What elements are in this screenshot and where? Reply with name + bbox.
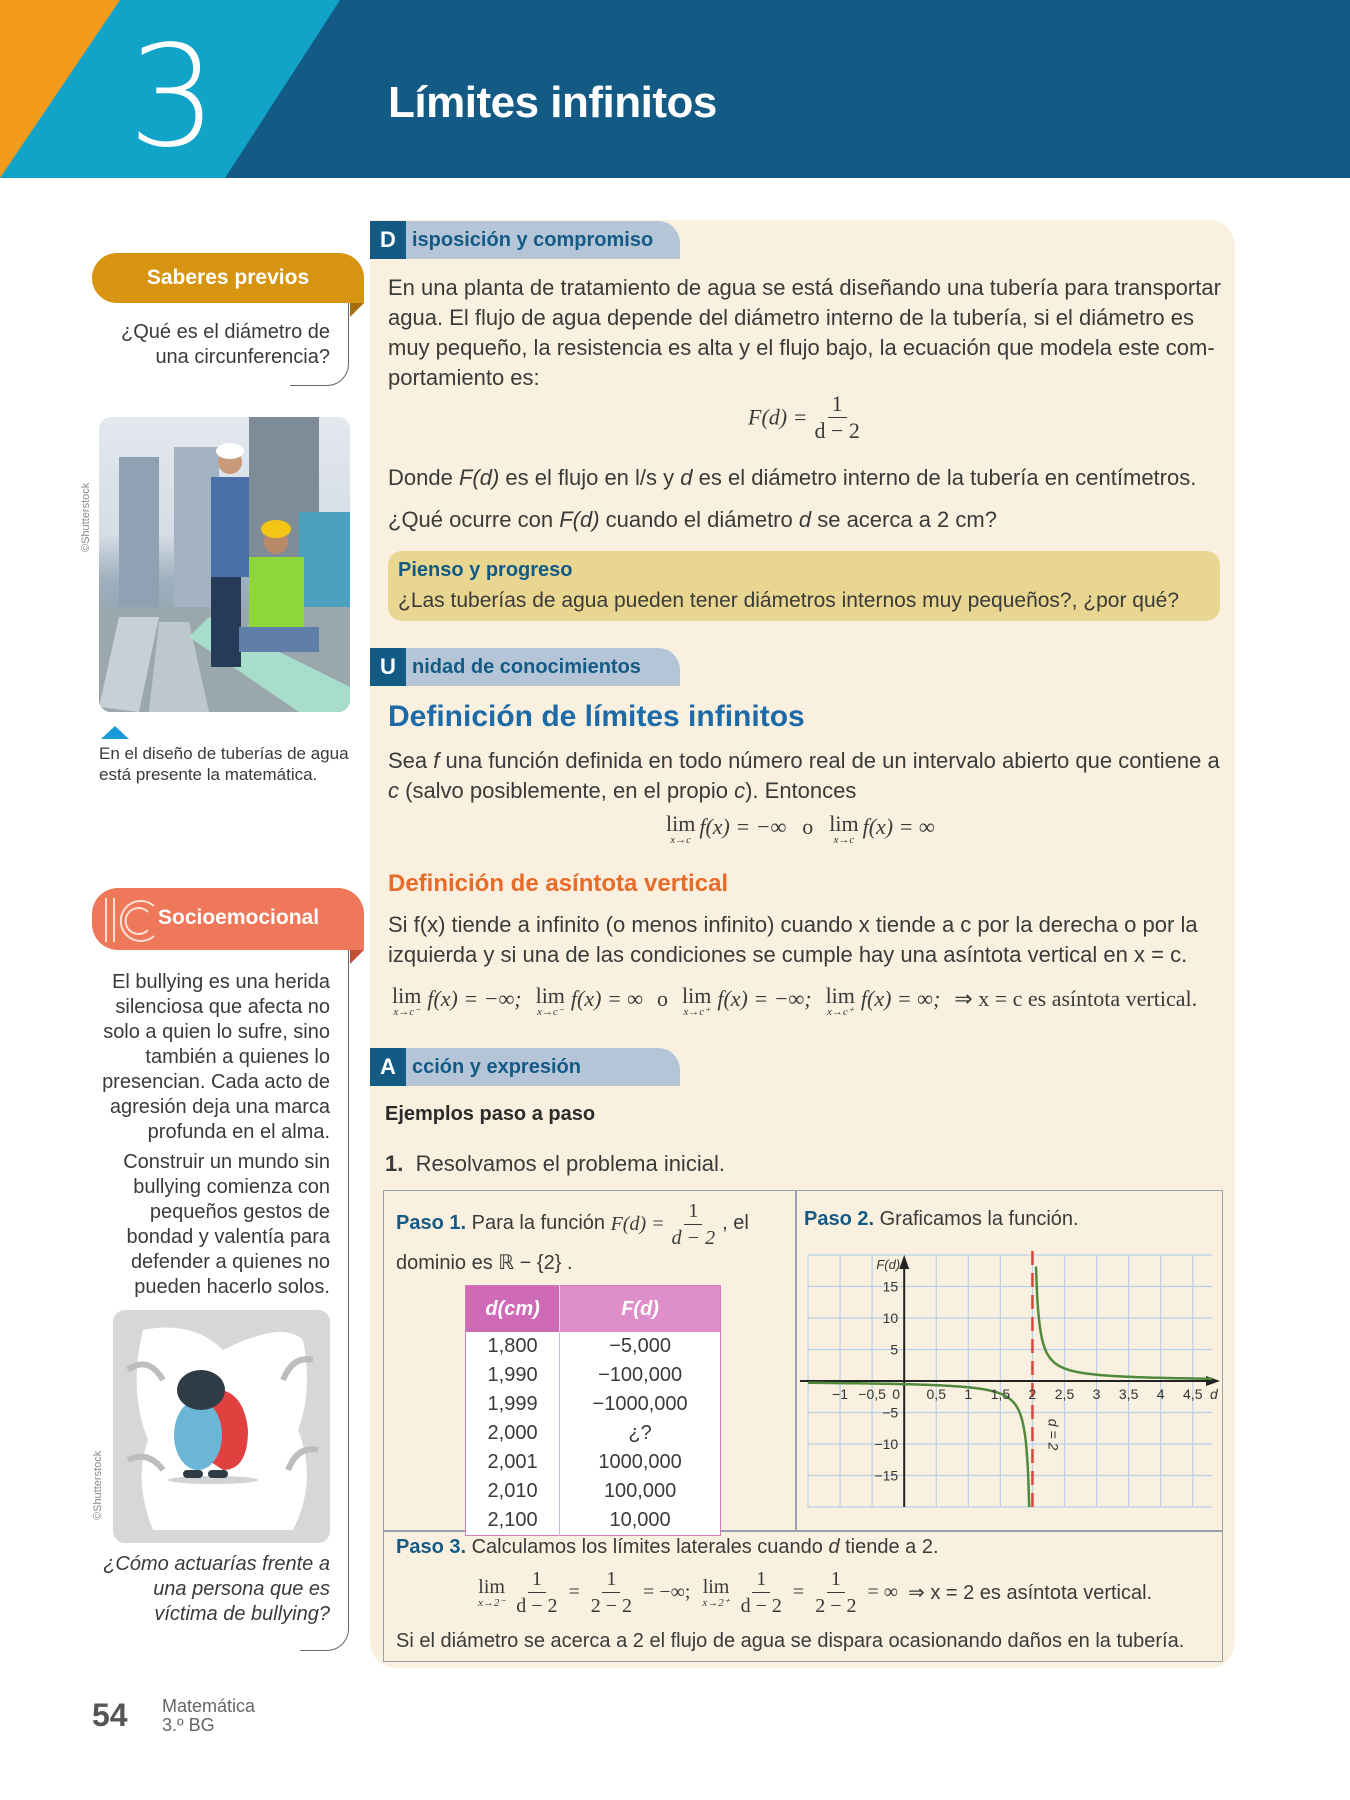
socioemocional-paragraph-1: El bullying es una herida silenciosa que afecta no solo a quien lo sufre, sino también a quienes lo presencian. Cada acto de agresión deja una marca profunda en el alma.: [102, 971, 330, 1143]
pienso-y-progreso-box: [388, 551, 1220, 621]
x-tick-label: 4,5: [1183, 1386, 1203, 1402]
limit-operator: [535, 983, 565, 1018]
var-d: d: [798, 507, 812, 532]
cell-fd: 1000,000: [560, 1448, 721, 1477]
heading-limites-infinitos: Definición de límites infinitos: [388, 700, 805, 733]
text: Graficamos la función.: [879, 1208, 1079, 1230]
x-tick-label: 0,5: [926, 1386, 946, 1402]
chapter-title: Límites infinitos: [388, 78, 717, 127]
y-tick-label: 15: [882, 1278, 899, 1295]
illustration-credit: ©Shutterstock: [92, 1450, 104, 1520]
numerator: 1: [827, 1566, 845, 1593]
x-tick-label: −1: [832, 1386, 849, 1402]
x-tick-label: 1: [964, 1386, 973, 1402]
divider: [795, 1190, 797, 1530]
donde-text: [388, 463, 1223, 493]
column-header: d(cm): [466, 1286, 560, 1333]
or-word: o: [802, 814, 814, 839]
item-text: Resolvamos el problema inicial.: [415, 1151, 725, 1176]
section-title: isposición y compromiso: [412, 228, 654, 251]
limit-definition-formula: [666, 811, 935, 846]
lim-subscript: x→c: [833, 834, 855, 846]
saberes-question: ¿Qué es el diámetro de una circunferencia?: [121, 321, 330, 368]
limit-expression: f(x) = −∞;: [717, 986, 812, 1011]
bullying-illustration: [113, 1310, 330, 1543]
section-title: cción y expresión: [412, 1055, 581, 1078]
or-word: o: [656, 986, 668, 1011]
footer-subject: [162, 1697, 255, 1735]
var-c: c: [388, 778, 399, 803]
var-c: c: [734, 778, 746, 803]
formula-lhs: F(d) =: [748, 404, 808, 430]
grade: 3.º BG: [162, 1715, 215, 1735]
section-tab-accion: [370, 1048, 680, 1086]
limit-operator: [829, 811, 859, 846]
x-tick-label: 3,5: [1118, 1386, 1139, 1402]
cell-fd: −1000,000: [560, 1390, 721, 1419]
lim-subscript: x→2⁻: [478, 1596, 506, 1609]
socioemocional-tab: [92, 888, 364, 950]
values-table: [465, 1285, 721, 1536]
section-tab-disposicion: [370, 221, 680, 259]
subject: Matemática: [162, 1696, 256, 1716]
paso-label: Paso 2.: [804, 1208, 875, 1230]
lim-subscript: x→c⁻: [393, 1006, 420, 1018]
limit-expression: f(x) = ∞;: [860, 986, 941, 1011]
caption-pointer-icon: [101, 726, 129, 739]
fold-corner: [350, 303, 364, 317]
cell-d: 2,100: [487, 1509, 538, 1531]
x-tick-label: 2,5: [1054, 1386, 1075, 1402]
lim-word: lim: [681, 983, 712, 1008]
lim-word: lim: [702, 1575, 730, 1598]
paso1-dominio: dominio es ℝ − {2} .: [396, 1252, 573, 1274]
limit-expression: f(x) = −∞: [699, 814, 787, 839]
cell-fd: 100,000: [560, 1477, 721, 1506]
table-row: [466, 1390, 721, 1419]
lim-word: lim: [478, 1575, 505, 1598]
x-tick-label: 1,5: [990, 1386, 1011, 1402]
x-tick-label: 2: [1028, 1386, 1037, 1402]
lim-word: lim: [392, 983, 422, 1008]
cell-d: 1,990: [487, 1364, 538, 1386]
x-axis-label: d: [1210, 1386, 1218, 1402]
socioemocional-title: Socioemocional: [158, 906, 320, 929]
lim-subscript: x→c: [670, 834, 692, 846]
cell-d: 2,010: [487, 1480, 538, 1502]
asymptote-label: d = 2: [1045, 1418, 1062, 1451]
limit-operator: [702, 1577, 729, 1609]
text: una función definida en todo número real de un intervalo abierto que contiene a: [439, 748, 1220, 773]
text: Calculamos los límites laterales cuando: [471, 1536, 829, 1558]
text: se acerca a 2 cm?: [811, 507, 997, 532]
cell-fd: −5,000: [560, 1332, 721, 1361]
var-fd: F(d): [458, 465, 500, 490]
cell-fd: −100,000: [560, 1361, 721, 1390]
limit-operator: [666, 811, 696, 846]
function-curve: [1036, 1267, 1212, 1379]
pienso-title: Pienso y progreso: [398, 559, 573, 581]
conclusion: ⇒ x = 2 es asíntota vertical.: [908, 1582, 1153, 1604]
formula-fd: [748, 391, 867, 444]
paso3-text: [396, 1536, 939, 1559]
numerator: 1: [752, 1566, 770, 1593]
equals: =: [568, 1581, 580, 1603]
x-tick-label: 3: [1092, 1386, 1101, 1402]
photo-caption: En el diseño de tuberías de agua está presente la matemática.: [99, 744, 349, 784]
definition-paragraph: [388, 746, 1223, 806]
denominator: 2 − 2: [590, 1595, 633, 1617]
function-graph: [800, 1245, 1220, 1515]
formula-lhs: F(d) =: [610, 1213, 665, 1235]
saberes-previos-tab: Saberes previos: [92, 253, 364, 303]
pienso-text: ¿Las tuberías de agua pueden tener diámetros internos muy pequeños?, ¿por qué?: [398, 589, 1180, 612]
cell-d: 2,000: [487, 1422, 538, 1444]
limit-operator: [825, 983, 855, 1018]
lim-subscript: x→c⁻: [536, 1006, 564, 1018]
paso1-text: [396, 1198, 749, 1251]
item-number: 1.: [385, 1151, 404, 1176]
numerator: 1: [684, 1198, 702, 1225]
section-letter: D: [370, 221, 406, 259]
cell-fd: ¿?: [560, 1419, 721, 1448]
paso-label: Paso 1.: [396, 1212, 467, 1235]
conclusion: ⇒ x = c es asíntota vertical.: [954, 986, 1198, 1011]
section-letter: U: [370, 648, 406, 686]
var-f: f: [433, 748, 440, 773]
paso-label: Paso 3.: [396, 1536, 467, 1558]
limit-expression: f(x) = ∞: [570, 986, 643, 1011]
x-tick-label: 0: [892, 1386, 901, 1402]
socioemocional-question: ¿Cómo actuarías frente a una persona que es víctima de bullying?: [103, 1553, 330, 1625]
text: tiende a 2.: [839, 1536, 939, 1558]
formula-numerator: 1: [828, 391, 847, 418]
bullying-illustration-art: [113, 1310, 330, 1543]
var-d: d: [680, 465, 693, 490]
formula-denominator: d − 2: [814, 418, 860, 443]
lim-subscript: x→c⁺: [683, 1006, 710, 1018]
section-title: nidad de conocimientos: [412, 655, 641, 678]
equals: =: [792, 1581, 805, 1603]
var-fd: F(d): [559, 507, 600, 532]
question-text: [388, 505, 1223, 535]
var-d: d: [828, 1536, 840, 1558]
table-row: [466, 1361, 721, 1390]
socioemocional-paragraph-2: Construir un mundo sin bullying comienza con pequeños gestos de bondad y valentía para defender a quienes no pueden hacerlo solos.: [123, 1151, 330, 1298]
denominator: d − 2: [516, 1595, 558, 1617]
lim-subscript: x→c⁺: [826, 1006, 854, 1018]
text: Donde: [388, 465, 459, 490]
text: (salvo posiblemente, en el propio: [399, 778, 735, 803]
table-row: [466, 1506, 721, 1536]
lim-word: lim: [666, 811, 696, 836]
paso2-text: [804, 1208, 1079, 1231]
cell-d: 2,001: [487, 1451, 538, 1473]
y-tick-label: −15: [874, 1467, 899, 1484]
numerator: 1: [528, 1566, 546, 1593]
text: ). Entonces: [745, 778, 857, 803]
text: es el flujo en l/s y: [499, 465, 681, 490]
column-header: F(d): [560, 1286, 721, 1333]
text: Para la función: [471, 1212, 606, 1235]
text: Sea: [388, 748, 434, 773]
text: , el: [722, 1212, 749, 1235]
x-tick-label: 4: [1156, 1386, 1165, 1402]
limit-operator: [392, 983, 422, 1018]
lim-word: lim: [535, 983, 565, 1008]
chapter-number: 3: [128, 16, 218, 178]
y-tick-label: 5: [890, 1341, 899, 1358]
result: = −∞;: [643, 1581, 691, 1603]
table-row: [466, 1477, 721, 1506]
section-tab-unidad: [370, 648, 680, 686]
final-conclusion: Si el diámetro se acerca a 2 el flujo de agua se dispara ocasionando daños en la tubería.: [396, 1630, 1185, 1652]
denominator: d − 2: [740, 1595, 782, 1617]
table-row: [466, 1332, 721, 1361]
step-item: [385, 1149, 1220, 1179]
heading-asintota-vertical: Definición de asíntota vertical: [388, 870, 729, 897]
table-row: [466, 1419, 721, 1448]
text: cuando el diámetro: [599, 507, 799, 532]
paso3-formula: [478, 1566, 1152, 1619]
table-row: [466, 1448, 721, 1477]
limit-expression: f(x) = ∞: [862, 814, 935, 839]
photo-credit: ©Shutterstock: [80, 482, 92, 552]
section-letter: A: [370, 1048, 406, 1086]
fold-corner: [350, 950, 364, 964]
cell-fd: 10,000: [560, 1506, 721, 1536]
page-number: 54: [92, 1697, 128, 1733]
problem-paragraph: En una planta de tratamiento de agua se está diseñando una tubería para transportar agua. El flujo de agua depende del diámetro interno de la tubería, si el diámetro es muy pequeño, la resistencia es alta y el flujo bajo, la ecuación que modela este com-portamiento es:: [388, 275, 1221, 390]
engineers-photo: [99, 417, 350, 712]
numerator: 1: [602, 1566, 620, 1593]
asintota-paragraph: Si f(x) tiende a infinito (o menos infinito) cuando x tiende a c por la derecha o por la izquierda y si una de las condiciones se cumple hay una asíntota vertical en x = c.: [388, 912, 1198, 967]
cell-d: 1,800: [487, 1335, 538, 1357]
lim-word: lim: [829, 811, 859, 836]
ic-logo-icon: [92, 888, 162, 950]
y-tick-label: 10: [882, 1310, 899, 1326]
photo-illustration: [99, 417, 350, 712]
lim-subscript: x→2⁺: [702, 1596, 730, 1609]
y-tick-label: −10: [874, 1436, 899, 1452]
result: = ∞: [867, 1581, 899, 1603]
asymptote-conditions-formula: [392, 983, 1198, 1018]
ejemplos-heading: Ejemplos paso a paso: [385, 1103, 596, 1125]
y-axis-arrow-icon: [899, 1255, 909, 1269]
y-axis-label: F(d): [876, 1257, 901, 1272]
text: ¿Qué ocurre con: [388, 507, 560, 532]
limit-operator: [478, 1577, 505, 1609]
text: es el diámetro interno de la tubería en centímetros.: [692, 465, 1197, 490]
chapter-banner: [0, 0, 1350, 178]
lim-word: lim: [825, 983, 855, 1008]
cell-d: 1,999: [487, 1393, 538, 1415]
x-tick-label: −0,5: [858, 1386, 886, 1402]
limit-operator: [681, 983, 712, 1018]
denominator: 2 − 2: [815, 1595, 857, 1617]
y-tick-label: −5: [882, 1404, 899, 1421]
denominator: d − 2: [671, 1227, 716, 1249]
limit-expression: f(x) = −∞;: [427, 986, 522, 1011]
